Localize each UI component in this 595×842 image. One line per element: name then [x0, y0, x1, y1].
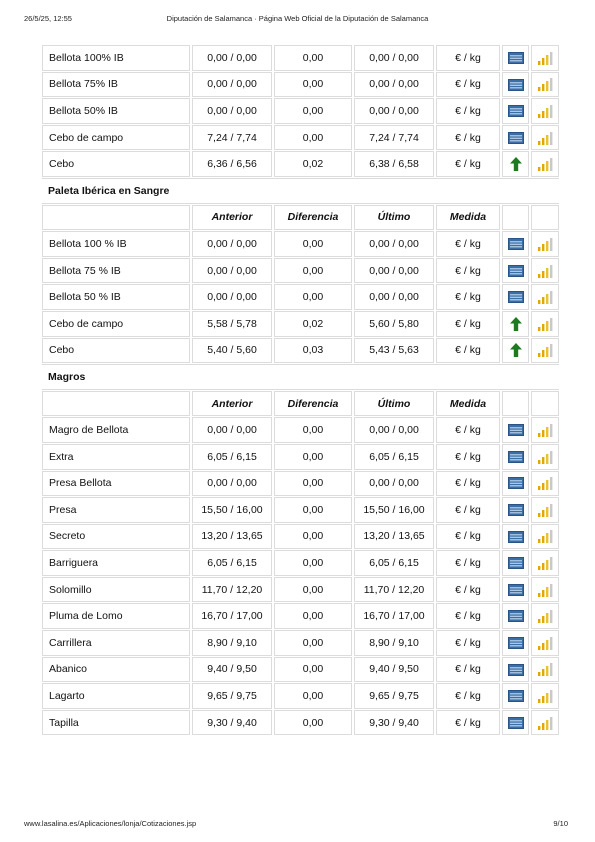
column-header-blank [531, 391, 559, 417]
product-name: Cebo [42, 151, 190, 177]
price-anterior: 9,40 / 9,50 [192, 657, 272, 683]
print-page-number: 9/10 [553, 819, 568, 828]
table-row [42, 151, 559, 177]
price-medida: € / kg [436, 603, 500, 629]
product-name: Bellota 100 % IB [42, 231, 190, 257]
price-ultimo: 16,70 / 17,00 [354, 603, 434, 629]
table-row [42, 284, 559, 310]
price-diferencia: 0,00 [274, 231, 352, 257]
trend-cell [502, 258, 529, 284]
price-medida: € / kg [436, 231, 500, 257]
price-anterior: 6,05 / 6,15 [192, 550, 272, 576]
price-medida: € / kg [436, 311, 500, 337]
trend-cell [502, 471, 529, 497]
price-anterior: 0,00 / 0,00 [192, 72, 272, 98]
arrow-up-icon [510, 343, 522, 357]
chart-signal-icon[interactable] [537, 264, 553, 278]
table-row [42, 524, 559, 550]
column-header-anterior: Anterior [192, 391, 272, 417]
price-medida: € / kg [436, 151, 500, 177]
equal-trend-icon [508, 531, 524, 543]
product-name: Magro de Bellota [42, 417, 190, 443]
history-chart-cell[interactable] [531, 258, 559, 284]
section-title: Paleta Ibérica en Sangre [42, 178, 559, 204]
price-anterior: 9,30 / 9,40 [192, 710, 272, 736]
history-chart-cell[interactable] [531, 311, 559, 337]
price-medida: € / kg [436, 284, 500, 310]
arrow-up-icon [510, 317, 522, 331]
column-header-blank [531, 205, 559, 231]
trend-cell [502, 444, 529, 470]
price-anterior: 0,00 / 0,00 [192, 471, 272, 497]
equal-trend-icon [508, 690, 524, 702]
history-chart-cell[interactable] [531, 524, 559, 550]
table-row [42, 98, 559, 124]
table-row [42, 417, 559, 443]
history-chart-cell[interactable] [531, 550, 559, 576]
chart-signal-icon[interactable] [537, 131, 553, 145]
price-medida: € / kg [436, 497, 500, 523]
history-chart-cell[interactable] [531, 577, 559, 603]
product-name: Bellota 50% IB [42, 98, 190, 124]
price-ultimo: 7,24 / 7,74 [354, 125, 434, 151]
table-row [42, 471, 559, 497]
table-row [42, 657, 559, 683]
product-name: Solomillo [42, 577, 190, 603]
price-ultimo: 0,00 / 0,00 [354, 231, 434, 257]
price-anterior: 0,00 / 0,00 [192, 417, 272, 443]
column-header-blank [502, 391, 529, 417]
price-ultimo: 0,00 / 0,00 [354, 471, 434, 497]
price-medida: € / kg [436, 524, 500, 550]
chart-signal-icon[interactable] [537, 716, 553, 730]
table-row [42, 231, 559, 257]
chart-signal-icon[interactable] [537, 662, 553, 676]
price-anterior: 0,00 / 0,00 [192, 258, 272, 284]
price-diferencia: 0,02 [274, 151, 352, 177]
product-name: Bellota 75% IB [42, 72, 190, 98]
trend-cell [502, 683, 529, 709]
price-ultimo: 0,00 / 0,00 [354, 284, 434, 310]
equal-trend-icon [508, 238, 524, 250]
price-medida: € / kg [436, 45, 500, 71]
history-chart-cell[interactable] [531, 231, 559, 257]
chart-signal-icon[interactable] [537, 104, 553, 118]
product-name: Bellota 75 % IB [42, 258, 190, 284]
print-footer [24, 819, 571, 831]
history-chart-cell[interactable] [531, 710, 559, 736]
chart-signal-icon[interactable] [537, 583, 553, 597]
price-anterior: 0,00 / 0,00 [192, 98, 272, 124]
table-row [42, 444, 559, 470]
trend-cell [502, 417, 529, 443]
arrow-up-icon [510, 157, 522, 171]
chart-signal-icon[interactable] [537, 237, 553, 251]
price-ultimo: 0,00 / 0,00 [354, 98, 434, 124]
history-chart-cell[interactable] [531, 98, 559, 124]
equal-trend-icon [508, 424, 524, 436]
column-header-blank [42, 391, 190, 417]
history-chart-cell[interactable] [531, 683, 559, 709]
chart-signal-icon[interactable] [537, 317, 553, 331]
equal-trend-icon [508, 664, 524, 676]
chart-signal-icon[interactable] [537, 503, 553, 517]
price-diferencia: 0,00 [274, 417, 352, 443]
history-chart-cell[interactable] [531, 125, 559, 151]
product-name: Presa Bellota [42, 471, 190, 497]
price-ultimo: 11,70 / 12,20 [354, 577, 434, 603]
price-ultimo: 0,00 / 0,00 [354, 72, 434, 98]
column-header-diferencia: Diferencia [274, 391, 352, 417]
column-header-ultimo: Último [354, 205, 434, 231]
chart-signal-icon[interactable] [537, 77, 553, 91]
product-name: Presa [42, 497, 190, 523]
price-diferencia: 0,00 [274, 444, 352, 470]
price-diferencia: 0,00 [274, 471, 352, 497]
chart-signal-icon[interactable] [537, 529, 553, 543]
price-anterior: 7,24 / 7,74 [192, 125, 272, 151]
print-date: 26/5/25, 12:55 [24, 14, 72, 23]
product-name: Cebo [42, 338, 190, 364]
price-anterior: 0,00 / 0,00 [192, 284, 272, 310]
price-ultimo: 8,90 / 9,10 [354, 630, 434, 656]
price-anterior: 13,20 / 13,65 [192, 524, 272, 550]
product-name: Abanico [42, 657, 190, 683]
price-ultimo: 9,65 / 9,75 [354, 683, 434, 709]
product-name: Cebo de campo [42, 311, 190, 337]
history-chart-cell[interactable] [531, 630, 559, 656]
equal-trend-icon [508, 504, 524, 516]
chart-signal-icon[interactable] [537, 423, 553, 437]
trend-cell [502, 338, 529, 364]
table-row [42, 125, 559, 151]
chart-signal-icon[interactable] [537, 556, 553, 570]
price-diferencia: 0,00 [274, 72, 352, 98]
price-medida: € / kg [436, 125, 500, 151]
chart-signal-icon[interactable] [537, 689, 553, 703]
price-medida: € / kg [436, 657, 500, 683]
price-ultimo: 0,00 / 0,00 [354, 417, 434, 443]
price-ultimo: 0,00 / 0,00 [354, 45, 434, 71]
trend-cell [502, 125, 529, 151]
column-header-row [42, 205, 559, 231]
product-name: Extra [42, 444, 190, 470]
price-medida: € / kg [436, 683, 500, 709]
price-anterior: 11,70 / 12,20 [192, 577, 272, 603]
price-diferencia: 0,00 [274, 98, 352, 124]
table-row [42, 630, 559, 656]
trend-cell [502, 603, 529, 629]
history-chart-cell[interactable] [531, 444, 559, 470]
price-table [40, 44, 561, 736]
history-chart-cell[interactable] [531, 497, 559, 523]
equal-trend-icon [508, 265, 524, 277]
chart-signal-icon[interactable] [537, 343, 553, 357]
price-ultimo: 5,43 / 5,63 [354, 338, 434, 364]
chart-signal-icon[interactable] [537, 290, 553, 304]
trend-cell [502, 710, 529, 736]
price-diferencia: 0,02 [274, 311, 352, 337]
column-header-medida: Medida [436, 391, 500, 417]
history-chart-cell[interactable] [531, 45, 559, 71]
price-medida: € / kg [436, 471, 500, 497]
equal-trend-icon [508, 610, 524, 622]
print-url: www.lasalina.es/Aplicaciones/lonja/Cotizaciones.jsp [24, 819, 197, 828]
price-ultimo: 13,20 / 13,65 [354, 524, 434, 550]
trend-cell [502, 497, 529, 523]
equal-trend-icon [508, 584, 524, 596]
equal-trend-icon [508, 557, 524, 569]
product-name: Bellota 100% IB [42, 45, 190, 71]
price-diferencia: 0,00 [274, 603, 352, 629]
section-title-row [42, 364, 559, 390]
history-chart-cell[interactable] [531, 72, 559, 98]
history-chart-cell[interactable] [531, 151, 559, 177]
chart-signal-icon[interactable] [537, 157, 553, 171]
price-anterior: 0,00 / 0,00 [192, 45, 272, 71]
price-ultimo: 6,05 / 6,15 [354, 550, 434, 576]
price-diferencia: 0,00 [274, 125, 352, 151]
table-row [42, 550, 559, 576]
price-anterior: 6,05 / 6,15 [192, 444, 272, 470]
price-diferencia: 0,00 [274, 683, 352, 709]
column-header-medida: Medida [436, 205, 500, 231]
trend-cell [502, 284, 529, 310]
price-medida: € / kg [436, 550, 500, 576]
trend-cell [502, 151, 529, 177]
product-name: Cebo de campo [42, 125, 190, 151]
trend-cell [502, 311, 529, 337]
history-chart-cell[interactable] [531, 338, 559, 364]
chart-signal-icon[interactable] [537, 609, 553, 623]
price-diferencia: 0,00 [274, 630, 352, 656]
price-medida: € / kg [436, 444, 500, 470]
trend-cell [502, 45, 529, 71]
column-header-anterior: Anterior [192, 205, 272, 231]
chart-signal-icon[interactable] [537, 636, 553, 650]
trend-cell [502, 630, 529, 656]
table-row [42, 710, 559, 736]
price-diferencia: 0,00 [274, 577, 352, 603]
column-header-diferencia: Diferencia [274, 205, 352, 231]
price-medida: € / kg [436, 258, 500, 284]
price-medida: € / kg [436, 577, 500, 603]
trend-cell [502, 550, 529, 576]
table-row [42, 603, 559, 629]
price-diferencia: 0,00 [274, 657, 352, 683]
price-anterior: 15,50 / 16,00 [192, 497, 272, 523]
price-diferencia: 0,00 [274, 710, 352, 736]
chart-signal-icon[interactable] [537, 51, 553, 65]
section-title-row [42, 178, 559, 204]
trend-cell [502, 72, 529, 98]
table-row [42, 577, 559, 603]
price-ultimo: 0,00 / 0,00 [354, 258, 434, 284]
product-name: Carrillera [42, 630, 190, 656]
price-diferencia: 0,00 [274, 45, 352, 71]
equal-trend-icon [508, 477, 524, 489]
table-row [42, 338, 559, 364]
equal-trend-icon [508, 52, 524, 64]
history-chart-cell[interactable] [531, 603, 559, 629]
price-ultimo: 6,05 / 6,15 [354, 444, 434, 470]
column-header-ultimo: Último [354, 391, 434, 417]
trend-cell [502, 524, 529, 550]
price-anterior: 6,36 / 6,56 [192, 151, 272, 177]
price-table-body [42, 45, 559, 735]
equal-trend-icon [508, 79, 524, 91]
price-anterior: 16,70 / 17,00 [192, 603, 272, 629]
trend-cell [502, 657, 529, 683]
price-medida: € / kg [436, 338, 500, 364]
price-medida: € / kg [436, 98, 500, 124]
price-anterior: 8,90 / 9,10 [192, 630, 272, 656]
price-ultimo: 6,38 / 6,58 [354, 151, 434, 177]
table-row [42, 45, 559, 71]
history-chart-cell[interactable] [531, 284, 559, 310]
chart-signal-icon[interactable] [537, 476, 553, 490]
price-medida: € / kg [436, 417, 500, 443]
table-row [42, 258, 559, 284]
price-ultimo: 15,50 / 16,00 [354, 497, 434, 523]
trend-cell [502, 98, 529, 124]
table-row [42, 683, 559, 709]
price-ultimo: 9,40 / 9,50 [354, 657, 434, 683]
product-name: Barriguera [42, 550, 190, 576]
price-diferencia: 0,00 [274, 497, 352, 523]
price-diferencia: 0,00 [274, 524, 352, 550]
column-header-blank [42, 205, 190, 231]
history-chart-cell[interactable] [531, 657, 559, 683]
product-name: Pluma de Lomo [42, 603, 190, 629]
product-name: Bellota 50 % IB [42, 284, 190, 310]
print-header [24, 14, 571, 26]
equal-trend-icon [508, 105, 524, 117]
price-anterior: 5,58 / 5,78 [192, 311, 272, 337]
product-name: Lagarto [42, 683, 190, 709]
equal-trend-icon [508, 132, 524, 144]
table-row [42, 497, 559, 523]
chart-signal-icon[interactable] [537, 450, 553, 464]
price-medida: € / kg [436, 710, 500, 736]
price-ultimo: 5,60 / 5,80 [354, 311, 434, 337]
price-medida: € / kg [436, 630, 500, 656]
equal-trend-icon [508, 717, 524, 729]
equal-trend-icon [508, 451, 524, 463]
product-name: Secreto [42, 524, 190, 550]
price-anterior: 0,00 / 0,00 [192, 231, 272, 257]
price-anterior: 5,40 / 5,60 [192, 338, 272, 364]
price-diferencia: 0,00 [274, 284, 352, 310]
column-header-blank [502, 205, 529, 231]
price-anterior: 9,65 / 9,75 [192, 683, 272, 709]
trend-cell [502, 231, 529, 257]
trend-cell [502, 577, 529, 603]
section-title: Magros [42, 364, 559, 390]
equal-trend-icon [508, 637, 524, 649]
history-chart-cell[interactable] [531, 471, 559, 497]
price-medida: € / kg [436, 72, 500, 98]
price-ultimo: 9,30 / 9,40 [354, 710, 434, 736]
price-diferencia: 0,03 [274, 338, 352, 364]
price-diferencia: 0,00 [274, 258, 352, 284]
history-chart-cell[interactable] [531, 417, 559, 443]
print-page-title: Diputación de Salamanca · Página Web Oficial de la Diputación de Salamanca [166, 14, 429, 23]
column-header-row [42, 391, 559, 417]
price-diferencia: 0,00 [274, 550, 352, 576]
equal-trend-icon [508, 291, 524, 303]
table-row [42, 72, 559, 98]
product-name: Tapilla [42, 710, 190, 736]
table-row [42, 311, 559, 337]
